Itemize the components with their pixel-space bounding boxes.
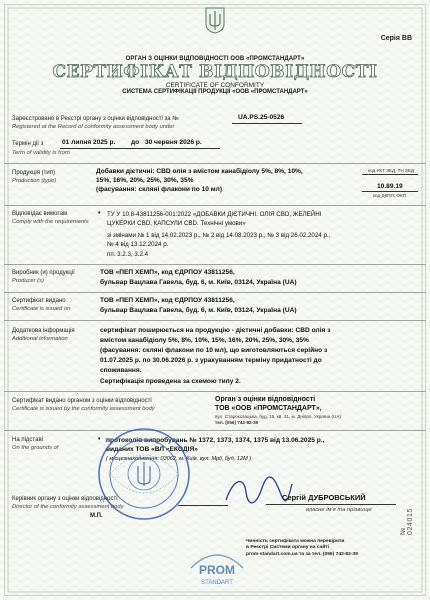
- verification-note-line-2: в Реєстрі Системи органу на сайті: [246, 545, 330, 551]
- logo-subtext: STANDART: [201, 580, 233, 586]
- additional-line-4: 01.07.2025 р. по 30.06.2026 р. з урахуванням терміну придатності до: [100, 357, 322, 364]
- additional-line-2: вмістом канабідіолу 5%, 8%, 10%, 15%, 16%, 20%, 25%, 30%, 35%: [100, 337, 309, 344]
- org-top-line: ОРГАН З ОЦІНКИ ВІДПОВІДНОСТІ ООВ «ПРОМСТАНДАРТ»: [125, 56, 305, 62]
- body-line-2: ТОВ «ООВ «ПРОМСТАНДАРТ»,: [215, 405, 322, 412]
- divider: [4, 163, 426, 164]
- bullet-icon: •: [98, 210, 101, 217]
- registration-number: UA.PS.25-0526: [238, 114, 285, 121]
- product-label-en: Production (type): [12, 178, 57, 184]
- verification-note: [246, 539, 358, 558]
- additional-label-en: Additional information: [12, 336, 68, 342]
- basis-location: ( місцезнаходження: 03062, м. Київ, вул. Мрії, буд. 12М ): [106, 456, 252, 462]
- name-sublabel: власне ім'я та прізвище: [306, 507, 372, 513]
- requirements-line-2: ЦУКЕРКИ CBD, КАПСУЛИ CBD. Технічні умови»: [107, 220, 246, 227]
- basis-line-2: виданих ТОВ «ВЛ «ЕКОДІЯ»: [106, 446, 198, 453]
- issued-line-1: ТОВ «ПЕП ХЕМП», код ЄДРПОУ 43811256,: [100, 297, 235, 304]
- certificate-serial-number: № 024015: [400, 508, 414, 535]
- requirements-line-3: зі змінами № 1 від 14.02.2023 р., № 2 від 14.08.2023 р., № 3 від 26.02.2024 р.,: [107, 232, 331, 239]
- producer-label-en: Producer (s): [12, 278, 44, 284]
- signature-underline: [178, 505, 228, 506]
- basis-label: На підставі: [12, 437, 43, 443]
- body-address: вул. Старокозацька, буд. 15, кв. 31, м. Дніпро, Україна (UA): [215, 414, 341, 419]
- validity-underline: [60, 148, 220, 149]
- series-label: Серія ВВ: [380, 35, 412, 42]
- code-top-line: [362, 174, 418, 175]
- issued-label: Сертифікат видано: [12, 298, 66, 304]
- verification-note-line-1: Чинність сертифіката можна перевірити: [246, 539, 345, 544]
- producer-line-1: ТОВ «ПЕП ХЕМП», код ЄДРПОУ 43811256,: [100, 269, 235, 276]
- requirements-label: Відповідає вимогам: [12, 211, 68, 217]
- code-bottom-line: [362, 191, 418, 192]
- basis-line-1: протоколів випробувань № 1372, 1373, 1374, 1375 від 13.06.2025 р.,: [106, 437, 325, 444]
- seal-mark: М.П.: [90, 513, 103, 519]
- director-label-en: Director of the conformity assessment body: [12, 504, 124, 510]
- verification-note-line-3: prom-standart.com.ua та за тел. (056) 742-82-39: [246, 551, 358, 557]
- divider: [4, 320, 426, 321]
- additional-line-1: сертифікат поширюється на продукцію - дієтичні добавки: CBD олія з: [100, 327, 331, 334]
- product-label: Продукція (тип): [12, 170, 56, 176]
- additional-label: Додаткова інформація: [12, 328, 75, 334]
- validity-to-label: до: [131, 139, 140, 146]
- certificate-title-en: CERTIFICATE OF CONFORMITY: [165, 82, 265, 89]
- registration-label: Зареєстровано в Реєстрі органу з оцінки відповідності за №: [12, 116, 179, 122]
- bullet-icon: •: [98, 436, 101, 443]
- additional-line-5: споживання.: [100, 367, 142, 374]
- divider: [4, 430, 426, 431]
- divider: [4, 292, 426, 293]
- trident-emblem-icon: [204, 6, 226, 34]
- body-line-1: Орган з оцінки відповідності: [215, 396, 316, 403]
- validity-label-en: Term of validity is from: [12, 150, 70, 156]
- name-underline: [266, 504, 396, 505]
- body-label-en: Certificate is issued by the conformity assessment body: [12, 406, 155, 412]
- additional-line-3: (фасування: скляні флакони по 10 мл), що виготовляються серійно з: [100, 347, 328, 354]
- code-label: код УКТ ЗЕД, ТН ЗЕД: [368, 168, 415, 173]
- producer-label: Виробник (и) продукції: [12, 270, 75, 276]
- registration-label-en: Registered at the Record of conformity assessment body under: [12, 124, 175, 130]
- requirements-label-en: Comply with the requirements: [12, 219, 89, 225]
- certification-system: СИСТЕМА СЕРТИФІКАЦІЇ ПРОДУКЦІЇ «ООВ «ПРОМСТАНДАРТ»: [122, 89, 308, 95]
- product-line-2: 15%, 16%, 20%, 25%, 30%, 35%: [96, 177, 194, 184]
- validity-from: 01 липня 2025 р.: [62, 139, 116, 146]
- body-phone: тел. (056) 742-82-39: [215, 420, 259, 425]
- product-line-1: Добавки дієтичні: CBD олія з вмістом канабідіолу 5%, 8%, 10%,: [96, 168, 303, 175]
- requirements-line-5: пп. 3.2.3, 3.2.4: [107, 251, 149, 258]
- producer-line-2: бульвар Вацлава Гавела, буд. 6, м. Київ, 03124, Україна (UA): [100, 279, 297, 286]
- issued-line-2: бульвар Вацлава Гавела, буд. 6, м. Київ, 03124, Україна (UA): [100, 307, 297, 314]
- code-sub-label: код ДКПП, ОКП: [373, 193, 406, 198]
- logo-text: PROM: [199, 563, 235, 577]
- requirements-line-4: № 4 від 13.12.2024 р.: [107, 241, 169, 248]
- body-label: Сертифікат видано органом з оцінки відповідності: [12, 398, 152, 404]
- divider: [4, 391, 426, 392]
- divider: [4, 264, 426, 265]
- promstandart-logo-icon: [181, 546, 253, 590]
- certificate-title: СЕРТИФІКАТ ВІДПОВІДНОСТІ: [52, 62, 378, 82]
- validity-label: Термін дії з: [12, 141, 44, 147]
- validity-to: 30 червня 2026 р.: [145, 139, 202, 146]
- additional-line-6: Сертифікація проведена за схемою типу 2.: [100, 378, 241, 385]
- product-line-3: (фасування: скляні флакони по 10 мл): [96, 186, 223, 193]
- requirements-line-1: ТУ У 10.8-43811256-001:2022 «ДОБАВКИ ДІЄТИЧНІ. ОЛІЯ CBD, ЖЕЛЕЙНІ: [107, 211, 322, 218]
- product-code: 10.89.19: [377, 183, 403, 190]
- director-label: Керівник органу з оцінки відповідності: [12, 496, 118, 502]
- divider: [4, 205, 426, 206]
- director-name: Сергій ДУБРОВСЬКИЙ: [282, 493, 366, 502]
- basis-label-en: On the grounds of: [12, 445, 59, 451]
- issued-label-en: Certificate is issued on: [12, 306, 71, 312]
- registration-underline: [232, 123, 302, 124]
